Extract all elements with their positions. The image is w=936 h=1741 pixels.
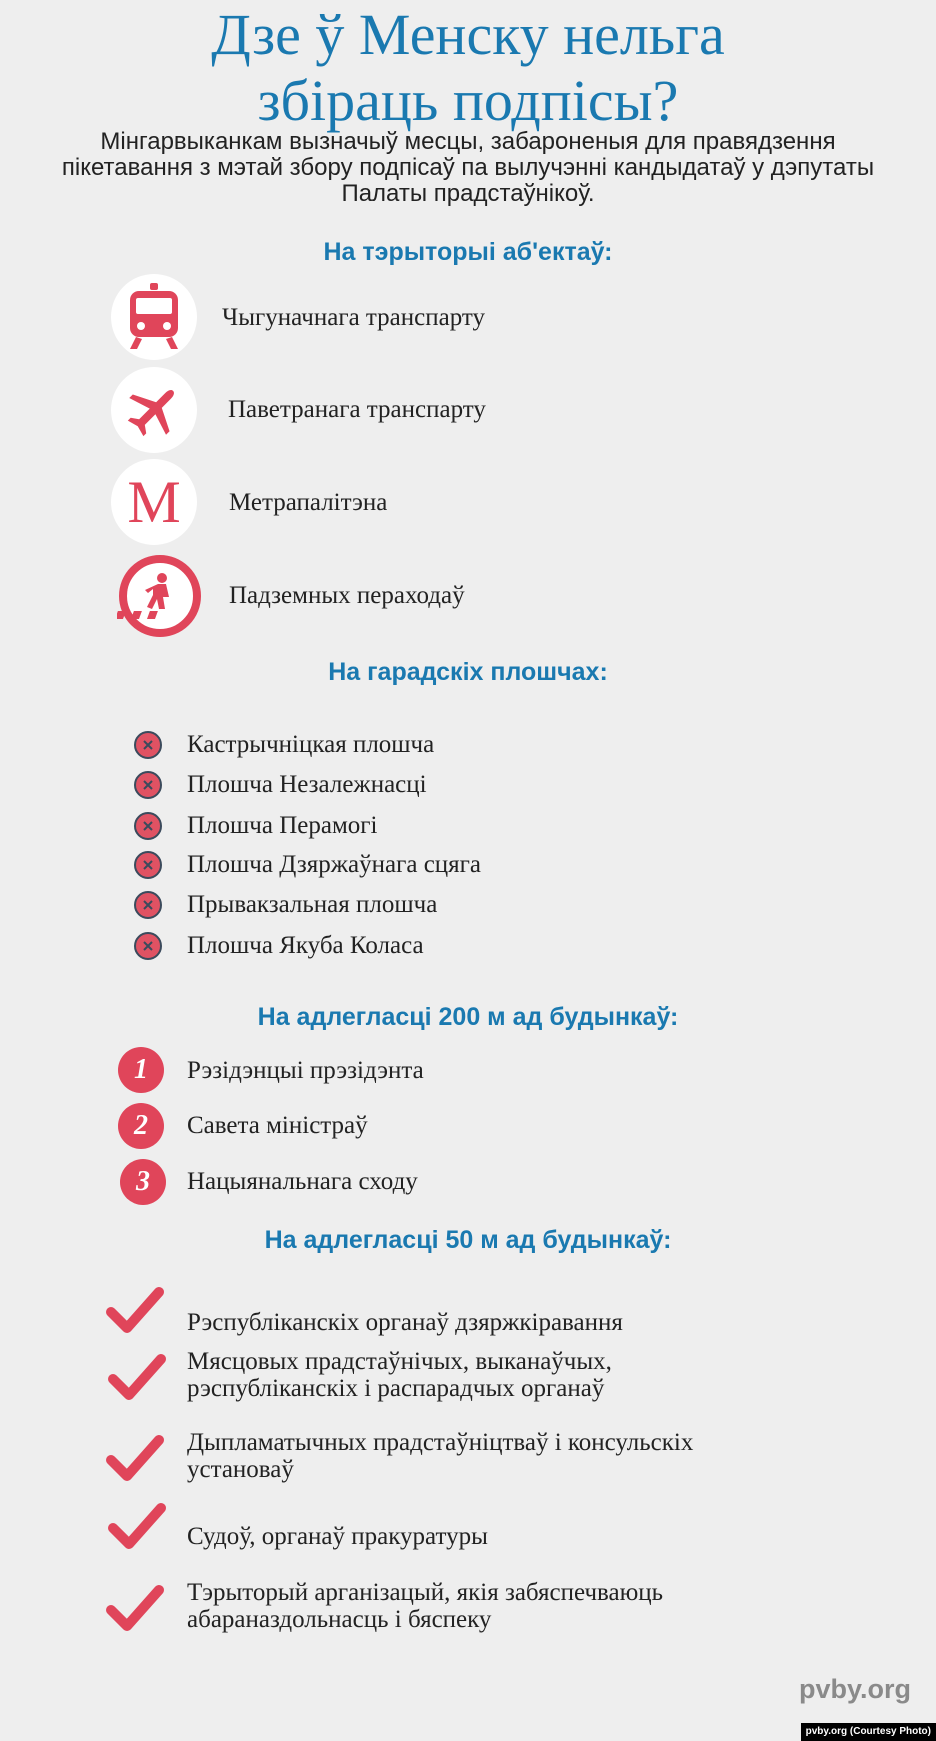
title-line-1: Дзе ў Менску нельга [211,2,725,67]
section-heading-200m: На адлегласці 200 м ад будынкаў: [257,1003,679,1031]
pedestrian-crossing-icon [117,553,203,644]
building50-line-2: установаў [187,1456,294,1483]
object-item-underpass: Падземных пераходаў [229,582,465,609]
site-logo: pvby.org [798,1674,911,1704]
checkmark-icon [106,1434,164,1487]
close-icon [134,932,162,960]
building200-item: Савета міністраў [187,1112,368,1139]
object-item-railway: Чыгуначнага транспарту [222,304,485,331]
building50-item [187,1579,663,1633]
section-heading-objects: На тэрыторыі аб'ектаў: [323,238,613,266]
building50-line-1: Судоў, органаў пракуратуры [187,1523,488,1550]
building50-line-2: рэспубліканскіх і распарадчых органаў [187,1375,605,1402]
square-item: Плошча Дзяржаўнага сцяга [187,851,482,878]
close-icon [134,891,162,919]
metro-glyph: М [127,469,181,535]
building50-item [187,1348,612,1402]
building50-line-2: абараназдольнасць і бяспеку [187,1606,492,1633]
square-item: Плошча Якуба Коласа [187,932,424,959]
building50-item [187,1429,693,1483]
close-icon [134,851,162,879]
checkmark-icon [106,1286,164,1339]
square-item: Плошча Незалежнасці [187,771,427,798]
train-icon [111,274,197,360]
checkmark-icon [108,1353,166,1406]
number-badge: 1 [118,1047,164,1093]
airplane-icon [111,367,197,453]
section-heading-50m: На адлегласці 50 м ад будынкаў: [264,1226,672,1254]
photo-credit: pvby.org (Courtesy Photo) [801,1723,936,1741]
number-badge: 2 [118,1103,164,1149]
checkmark-icon [106,1584,164,1637]
building50-item [187,1523,488,1550]
title-line-2: збіраць подпісы? [257,68,679,133]
building200-item: Рэзідэнцыі прэзідэнта [187,1057,424,1084]
building50-line-1: Тэрыторый арганізацый, якія забяспечваюць [187,1579,664,1606]
checkmark-icon [108,1502,166,1555]
building50-item [187,1309,623,1336]
object-item-metro: Метрапалітэна [229,489,388,516]
square-item: Прывакзальная плошча [187,891,438,918]
page-title [0,2,936,134]
square-item: Кастрычніцкая плошча [187,731,435,758]
page-subtitle: Мінгарвыканкам вызначыў месцы, забароненыя для правядзення пікетавання з мэтай збору подпісаў па вылучэнні кандыдатаў у дэпутаты Палаты прадстаўнікоў. [61,128,875,207]
close-icon [134,731,162,759]
metro-icon [111,459,197,545]
close-icon [134,771,162,799]
building200-item: Нацыянальнага сходу [187,1168,418,1195]
close-icon [134,812,162,840]
building50-line-1: Мясцовых прадстаўнічых, выканаўчых, [187,1348,612,1375]
square-item: Плошча Перамогі [187,812,378,839]
building50-line-1: Дыпламатычных прадстаўніцтваў і консульскіх [187,1429,694,1456]
number-badge: 3 [120,1159,166,1205]
section-heading-squares: На гарадскіх плошчах: [328,658,608,686]
building50-line-1: Рэспубліканскіх органаў дзяржкіравання [187,1309,623,1336]
object-item-air: Паветранага транспарту [228,396,486,423]
